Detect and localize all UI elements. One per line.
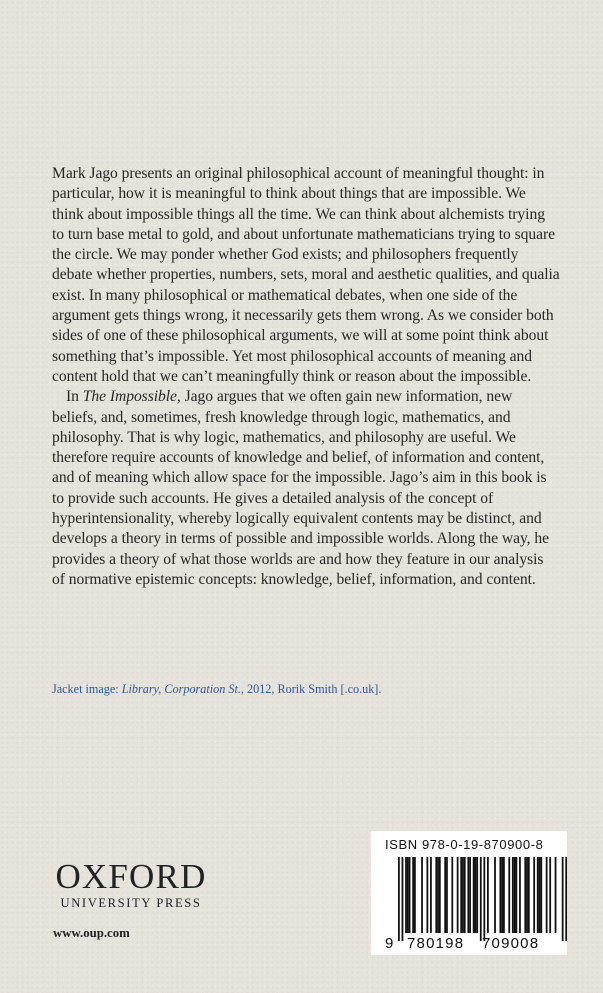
- barcode-bar: [503, 857, 505, 933]
- barcode-bar: [437, 857, 439, 933]
- barcode-right-digits: 709008: [482, 935, 540, 952]
- barcode-bar: [398, 857, 400, 941]
- barcode-bar: [439, 857, 441, 933]
- barcode-lead-digit: 9: [385, 935, 394, 952]
- isbn-barcode: [371, 831, 567, 955]
- barcode-bar: [412, 857, 414, 933]
- publisher-subtitle: UNIVERSITY PRESS: [60, 896, 202, 910]
- barcode-bar: [457, 857, 459, 933]
- barcode-bar: [451, 857, 453, 933]
- barcode-bar: [409, 857, 411, 933]
- barcode-bar: [549, 857, 551, 933]
- barcode-bar: [405, 857, 407, 933]
- publisher-logo: OXFORD: [55, 857, 207, 896]
- barcode-bar: [421, 857, 423, 933]
- barcode-bar: [565, 857, 567, 941]
- blurb-p2-pre: In: [66, 388, 83, 406]
- barcode-bar: [524, 857, 526, 933]
- blurb-paragraph-2: [52, 387, 560, 590]
- isbn-number: ISBN 978-0-19-870900-8: [385, 837, 544, 852]
- barcode-bar: [515, 857, 517, 933]
- barcode-bar: [546, 857, 548, 933]
- barcode-bar: [562, 857, 564, 941]
- barcode-bar: [555, 857, 557, 933]
- barcode-bar: [483, 857, 485, 941]
- barcode-bar: [402, 857, 404, 941]
- barcode-bar: [519, 857, 521, 933]
- barcode-bar: [499, 857, 501, 933]
- barcode-bar: [533, 857, 535, 933]
- barcode-digits: [371, 935, 567, 953]
- barcode-bar: [475, 857, 477, 933]
- jacket-credit: [52, 682, 572, 697]
- barcode-bar: [494, 857, 496, 933]
- blurb-p2-post: , Jago argues that we often gain new information, new beliefs, and, sometimes, fresh knowledge through logic, mathematics, and philosophy. That is why logic, mathematics, and philosophy are useful. We therefore require accounts of knowledge and belief, of information and content, and of meaning which allow space for the impossible. Jago’s aim in this book is to provide such accounts. He gives a detailed analysis of the concept of hyperintensionality, whereby logically equivalent contents may be distinct, and develops a theory in terms of possible and impossible worlds. Along the way, he provides a theory of what those worlds are and how they feature in our analysis of normative epistemic concepts: knowledge, belief, information, and content.: [52, 388, 549, 588]
- barcode-bar: [539, 857, 541, 933]
- barcode-bar: [467, 857, 469, 933]
- barcode-bar: [528, 857, 530, 933]
- barcode-bar: [526, 857, 528, 933]
- barcode-bar: [469, 857, 471, 933]
- barcode-bar: [435, 857, 437, 933]
- barcode-bar: [462, 857, 464, 933]
- barcode-bar: [508, 857, 510, 933]
- barcode-bar: [426, 857, 428, 933]
- publisher-url: www.oup.com: [53, 926, 130, 940]
- blurb-paragraph-1: Mark Jago presents an original philosophical account of meaningful thought: in particular, how it is meaningful to think about things that are impossible. We think about impossible things all the time. We can think about alchemists trying to turn base metal to gold, and about unfortunate mathematicians trying to square the circle. We may ponder whether God exists; and philosophers frequently debate whether properties, numbers, sets, moral and aesthetic qualities, and qualia exist. In many philosophical or mathematical debates, when one side of the argument gets things wrong, it necessarily gets them wrong. As we consider both sides of one of these philosophical arguments, we will at some point think about something that’s impossible. Yet most philosophical accounts of meaning and content hold that we can’t meaningfully think or reason about the impossible.: [52, 165, 560, 385]
- barcode-bar: [464, 857, 466, 933]
- barcode-bar: [444, 857, 446, 933]
- credit-rest: , 2012, Rorik Smith [.co.uk].: [240, 682, 382, 696]
- barcode-bar: [430, 857, 432, 933]
- barcode-bar: [480, 857, 482, 941]
- barcode-bar: [537, 857, 539, 933]
- barcode-bar: [407, 857, 409, 933]
- barcode-bar: [476, 857, 478, 933]
- book-title: The Impossible: [82, 388, 177, 406]
- barcode-bar: [414, 857, 416, 933]
- barcode-bar: [487, 857, 489, 933]
- barcode-bar: [501, 857, 503, 933]
- credit-label: Jacket image:: [52, 682, 122, 696]
- barcode-bar: [514, 857, 516, 933]
- barcode-left-digits: 780198: [407, 935, 465, 952]
- barcode-bar: [446, 857, 448, 933]
- blurb: [52, 164, 560, 590]
- barcode-bar: [512, 857, 514, 933]
- barcode-bar: [473, 857, 475, 933]
- barcode-bar: [460, 857, 462, 933]
- credit-title: Library, Corporation St.: [121, 682, 241, 696]
- barcode-bar: [540, 857, 542, 933]
